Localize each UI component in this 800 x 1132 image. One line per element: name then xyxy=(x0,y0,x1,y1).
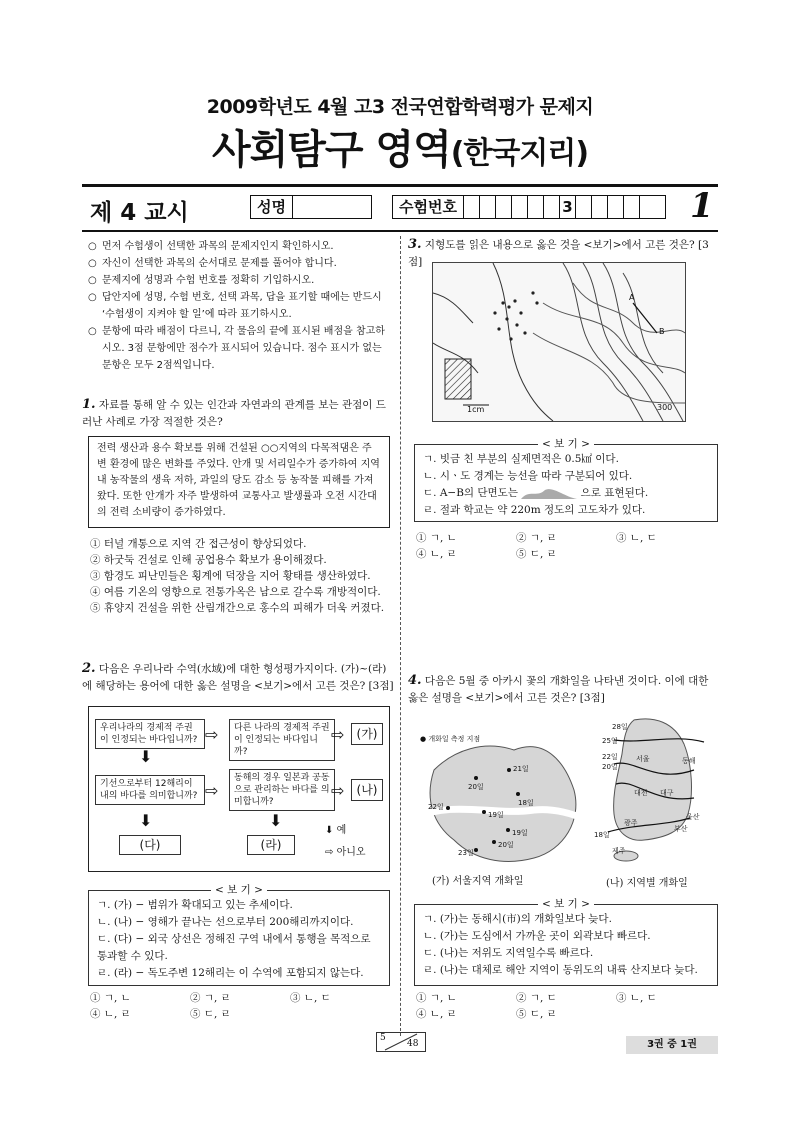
topographic-map xyxy=(432,262,686,422)
arrow-right-icon: ⇨ xyxy=(205,781,219,800)
q3-bogi xyxy=(414,438,718,522)
caption-seoul: (가) 서울지역 개화일 xyxy=(432,876,524,887)
seoul-label: 18일 xyxy=(518,799,534,807)
instruction-item: ○ 먼저 수험생이 선택한 과목의 문제지인지 확인하시오. xyxy=(88,238,393,255)
legend-yes xyxy=(325,821,346,836)
map-scale: 1cm xyxy=(467,405,485,414)
bogi-item: ㄹ. (라) − 독도주변 12해리는 이 수역에 포함되지 않는다. xyxy=(97,967,364,979)
korea-map xyxy=(594,714,712,864)
korea-label: 25일 xyxy=(602,737,618,745)
bogi-item: ㄴ. (가)는 도심에서 가까운 곳이 외곽보다 빠르다. xyxy=(423,930,651,942)
map-contour-label: 300 xyxy=(657,403,673,412)
q3-choices xyxy=(416,530,721,562)
q4-choice[interactable]: ⑤ ㄷ, ㄹ xyxy=(516,1008,557,1020)
q4-bogi xyxy=(414,898,718,986)
q3-choice[interactable]: ① ㄱ, ㄴ xyxy=(416,532,457,544)
arrow-down-icon: ⬇ xyxy=(269,811,283,830)
flow-q1: 우리나라의 경제적 주권이 인정되는 바다입니까? xyxy=(95,719,205,749)
cross-section-icon xyxy=(521,486,577,500)
korea-label: 20일 xyxy=(602,763,618,771)
header-rule-top xyxy=(82,184,718,187)
q1-choice[interactable]: ⑤ 휴양지 건설을 위한 산림개간으로 홍수의 피해가 더욱 커졌다. xyxy=(90,602,385,614)
flow-q2: 다른 나라의 경제적 주권이 인정되는 바다입니까? xyxy=(229,719,335,761)
map-point-b: B xyxy=(659,327,665,336)
flow-q3: 기선으로부터 12해리이내의 바다를 의미합니까? xyxy=(95,775,205,805)
no-label: 아니오 xyxy=(336,847,366,858)
period-label: 제 4 교시 xyxy=(90,200,189,226)
q1-passage: 전력 생산과 용수 확보를 위해 건설된 ○○지역의 다목적댐은 주변 환경에 많은 변화를 주었다. 안개 및 서리일수가 증가하여 지역 내 농작물의 생육 저하, 과일의 당도 감소 등 농작물 피해를 가져 왔다. 또한 안개가 자주 발생하여 교통사고 발생률과 오전 시간대의 전력 소비량이 증가하였다. xyxy=(88,436,390,528)
q1-number: 1. xyxy=(82,397,96,412)
seoul-label: 19일 xyxy=(488,811,504,819)
q1-choice[interactable]: ③ 함경도 피난민들은 횡계에 덕장을 지어 황태를 생산하였다. xyxy=(90,570,371,582)
q3-choice[interactable]: ② ㄱ, ㄹ xyxy=(516,532,557,544)
volume-badge: 3권 중 1권 xyxy=(626,1036,718,1054)
column-divider xyxy=(400,236,401,1036)
bogi-item: ㄱ. (가)는 동해시(市)의 개화일보다 늦다. xyxy=(423,913,612,925)
korea-label: 대구 xyxy=(660,789,674,797)
q4-number: 4. xyxy=(408,673,422,688)
flow-q4: 동해의 경우 일본과 공동으로 관리하는 바다를 의미합니까? xyxy=(229,769,335,811)
q3-choice[interactable]: ⑤ ㄷ, ㄹ xyxy=(516,548,557,560)
q4-choices xyxy=(416,990,721,1022)
seoul-label: 19일 xyxy=(512,829,528,837)
down-arrow-icon: ⬇ xyxy=(325,825,337,836)
map-point-a: A xyxy=(629,293,635,302)
q4-choice[interactable]: ② ㄱ, ㄷ xyxy=(516,992,557,1004)
subject-main: 사회탐구 영역 xyxy=(211,127,451,173)
bogi-item: ㄹ. (나)는 대체로 해안 지역이 동위도의 내륙 산지보다 늦다. xyxy=(423,964,698,976)
q2-choice[interactable]: ⑤ ㄷ, ㄹ xyxy=(190,1008,231,1020)
instruction-item: ○ 자신이 선택한 과목의 순서대로 문제를 풀어야 합니다. xyxy=(88,255,393,272)
name-label: 성명 xyxy=(251,196,293,218)
q2-choice[interactable]: ③ ㄴ, ㄷ xyxy=(290,992,331,1004)
exam-title: 2009학년도 4월 고3 전국연합학력평가 문제지 xyxy=(206,96,594,118)
yes-label: 예 xyxy=(336,825,347,836)
korea-label: 제주 xyxy=(612,847,626,855)
q4-choice[interactable]: ③ ㄴ, ㄷ xyxy=(616,992,657,1004)
arrow-right-icon: ⇨ xyxy=(331,725,345,744)
korea-label: 서울 xyxy=(636,755,650,763)
header-rule-bottom xyxy=(82,230,718,232)
arrow-right-icon: ⇨ xyxy=(331,781,345,800)
q2-choice[interactable]: ① ㄱ, ㄴ xyxy=(90,992,131,1004)
q1-stem xyxy=(82,396,394,431)
bogi-title: < 보 기 > xyxy=(538,438,594,450)
label-ra: (라) xyxy=(247,835,295,855)
q3-number: 3. xyxy=(408,237,422,252)
bogi-item: ㄱ. (가) − 범위가 확대되고 있는 추세이다. xyxy=(97,899,293,911)
name-box xyxy=(250,195,372,219)
q2-text: 다음은 우리나라 수역(水域)에 대한 형성평가지이다. (가)~(라)에 해당하는 용어에 대한 옳은 설명을 <보기>에서 고른 것은? [3점] xyxy=(82,663,394,692)
q2-flowchart xyxy=(88,706,390,872)
page-current: 5 xyxy=(380,1033,386,1043)
seoul-label: 22일 xyxy=(428,803,444,811)
bogi-item: ㄷ. A−B의 단면도는 으로 표현된다. xyxy=(423,487,649,499)
subject-title xyxy=(0,118,800,175)
korea-label: 대전 xyxy=(634,789,648,797)
q2-number: 2. xyxy=(82,661,96,676)
q2-stem xyxy=(82,660,394,695)
korea-label: 울산 xyxy=(686,813,700,821)
bogi-item: ㄷ. (나)는 저위도 지역일수록 빠르다. xyxy=(423,947,594,959)
exam-number-digit: 3 xyxy=(560,196,576,218)
instruction-item: ○ 문항에 따라 배점이 다르니, 각 물음의 끝에 표시된 배점을 참고하시오. 3점 문항에만 점수가 표시되어 있습니다. 점수 표시가 없는 문항은 모두 2점씩입니다. xyxy=(88,323,393,374)
korea-label: 28일 xyxy=(612,723,628,731)
seoul-label: 20일 xyxy=(468,783,484,791)
q3-choice[interactable]: ③ ㄴ, ㄷ xyxy=(616,532,657,544)
q4-choice[interactable]: ④ ㄴ, ㄹ xyxy=(416,1008,457,1020)
arrow-down-icon: ⬇ xyxy=(139,811,153,830)
instructions-list xyxy=(88,238,393,374)
q2-choices xyxy=(90,990,395,1022)
seoul-map xyxy=(414,730,586,866)
q4-text: 다음은 5월 중 아카시 꽃의 개화일을 나타낸 것이다. 이에 대한 옳은 설명을 <보기>에서 고른 것은? [3점] xyxy=(408,675,709,704)
exam-number-label: 수험번호 xyxy=(393,196,464,218)
legend-no xyxy=(325,843,366,858)
q4-stem xyxy=(408,672,720,707)
instruction-item: ○ 답안지에 성명, 수험 번호, 선택 과목, 답을 표기할 때에는 반드시 ‘수험생이 지켜야 할 일’에 따라 표기하시오. xyxy=(88,289,393,323)
bogi-item: ㄷ. (다) − 외국 상선은 정해진 구역 내에서 통행을 목적으로 통과할 수 있다. xyxy=(97,933,371,962)
label-da: (다) xyxy=(119,835,181,855)
seoul-label: 20일 xyxy=(498,841,514,849)
page-number: 1 xyxy=(690,186,714,226)
topo-map-svg xyxy=(433,263,685,421)
instruction-item: ○ 문제지에 성명과 수험 번호를 정확히 기입하시오. xyxy=(88,272,393,289)
bogi-title: < 보 기 > xyxy=(211,884,267,896)
page-total: 48 xyxy=(407,1039,419,1049)
label-ga: (가) xyxy=(351,723,383,745)
korea-label: 광주 xyxy=(624,819,638,827)
q1-text: 자료를 통해 알 수 있는 인간과 자연과의 관계를 보는 관점이 드러난 사례로 가장 적절한 것은? xyxy=(82,399,386,428)
right-arrow-icon: ⇨ xyxy=(325,847,337,858)
q4-choice[interactable]: ① ㄱ, ㄴ xyxy=(416,992,457,1004)
seoul-label: 23일 xyxy=(458,849,474,857)
caption-korea: (나) 지역별 개화일 xyxy=(606,878,688,889)
exam-number-box xyxy=(392,195,666,219)
bogi-item: ㄹ. 절과 학교는 약 220m 정도의 고도차가 있다. xyxy=(423,504,646,516)
arrow-down-icon: ⬇ xyxy=(139,747,153,766)
q2-choice[interactable]: ② ㄱ, ㄹ xyxy=(190,992,231,1004)
bogi-item: ㄱ. 빗금 친 부분의 실제면적은 0.5㎢ 이다. xyxy=(423,453,619,465)
label-na: (나) xyxy=(351,779,383,801)
q3-choice[interactable]: ④ ㄴ, ㄹ xyxy=(416,548,457,560)
q2-choice[interactable]: ④ ㄴ, ㄹ xyxy=(90,1008,131,1020)
q2-bogi xyxy=(88,884,390,986)
seoul-legend: ● 개화일 측정 지점 xyxy=(420,735,481,743)
q1-choice[interactable]: ① 터널 개통으로 지역 간 접근성이 향상되었다. xyxy=(90,538,307,550)
page-fraction xyxy=(376,1032,426,1052)
q1-choice[interactable]: ④ 여름 기온의 영향으로 전통가옥은 남으로 갈수록 개방적이다. xyxy=(90,586,381,598)
subject-sub: (한국지리) xyxy=(450,136,589,171)
korea-label: 22일 xyxy=(602,753,618,761)
arrow-right-icon: ⇨ xyxy=(205,725,219,744)
seoul-label: 21일 xyxy=(513,765,529,773)
q1-choice[interactable]: ② 하굿둑 건설로 인해 공업용수 확보가 용이해졌다. xyxy=(90,554,327,566)
bogi-title: < 보 기 > xyxy=(538,898,594,910)
korea-label: 동해 xyxy=(682,757,696,765)
bogi-item: ㄴ. 시ㆍ도 경계는 능선을 따라 구분되어 있다. xyxy=(423,470,633,482)
q1-choices xyxy=(90,536,395,616)
korea-label: 18일 xyxy=(594,831,610,839)
korea-label: 부산 xyxy=(674,825,688,833)
bogi-item: ㄴ. (나) − 영해가 끝나는 선으로부터 200해리까지이다. xyxy=(97,916,354,928)
q3-text: 지형도를 읽은 내용으로 옳은 것을 <보기>에서 고른 것은? [3점] xyxy=(408,239,709,268)
